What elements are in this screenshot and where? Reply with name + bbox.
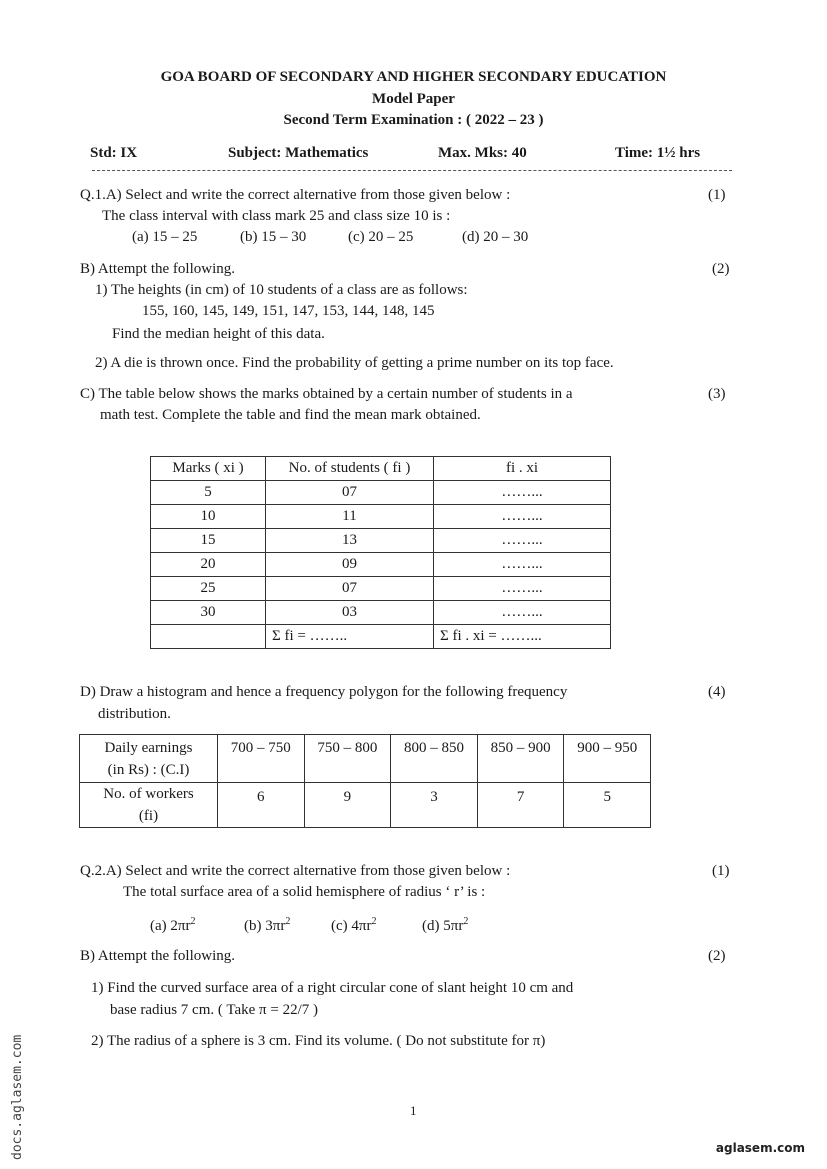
table-cell: 07 <box>266 577 434 601</box>
exam-title: Second Term Examination : ( 2022 – 23 ) <box>283 112 544 128</box>
table-row <box>151 529 611 553</box>
q1a-option-d: (d) 20 – 30 <box>462 229 529 245</box>
std-label: Std: IX <box>90 145 138 161</box>
marks-table-header <box>151 457 611 481</box>
q1c-marks: (3) <box>708 386 726 402</box>
q1b1-data: 155, 160, 145, 149, 151, 147, 153, 144, 148, 145 <box>142 303 435 319</box>
q2a-option-b: (b) $3\pi r^2$ <box>244 916 291 934</box>
sum-fixi-cell: Σ fi . xi = ……... <box>434 625 611 649</box>
freq-cell: 3 <box>391 783 478 828</box>
ci-cell: 700 – 750 <box>218 735 305 783</box>
q1c-question-line2: math test. Complete the table and find the mean mark obtained. <box>100 407 481 423</box>
q2a-option-a: (a) $2\pi r^2$ <box>150 916 196 934</box>
row-header-earnings <box>80 735 218 783</box>
header-cell: Marks ( xi ) <box>151 457 266 481</box>
table-cell: ……... <box>434 601 611 625</box>
q1b-marks: (2) <box>712 261 730 277</box>
marks-table <box>150 456 611 649</box>
table-row <box>151 505 611 529</box>
option-text: (a) 2πr <box>150 918 191 934</box>
table-cell: 03 <box>266 601 434 625</box>
time-label: Time: 1½ hrs <box>615 145 701 161</box>
q1a-option-c: (c) 20 – 25 <box>348 229 414 245</box>
frequency-table <box>79 734 651 828</box>
header-divider <box>92 170 732 171</box>
ci-cell: 750 – 800 <box>304 735 391 783</box>
table-cell: 07 <box>266 481 434 505</box>
option-text: (b) 3πr <box>244 918 286 934</box>
table-cell: 30 <box>151 601 266 625</box>
table-cell: 15 <box>151 529 266 553</box>
sum-fi-cell: Σ fi = …….. <box>266 625 434 649</box>
ci-cell: 900 – 950 <box>564 735 651 783</box>
freq-cell: 9 <box>304 783 391 828</box>
q1a-option-b: (b) 15 – 30 <box>240 229 307 245</box>
table-cell: ……... <box>434 529 611 553</box>
header-cell: No. of students ( fi ) <box>266 457 434 481</box>
ci-cell: 850 – 900 <box>477 735 564 783</box>
ci-cell: 800 – 850 <box>391 735 478 783</box>
table-cell: ……... <box>434 481 611 505</box>
row-header-line: (fi) <box>138 808 159 824</box>
q2b1-line2: base radius 7 cm. ( Take π = 22/7 ) <box>110 1002 318 1018</box>
side-site-label: docs.aglasem.com <box>10 1034 25 1160</box>
row-header-line: Daily earnings <box>104 739 193 756</box>
option-text: (c) 4πr <box>331 918 372 934</box>
table-cell: ……... <box>434 553 611 577</box>
q2a-line: The total surface area of a solid hemisphere of radius ‘ r’ is : <box>123 884 486 900</box>
q2b2-text: 2) The radius of a sphere is 3 cm. Find its volume. ( Do not substitute for π) <box>91 1033 546 1049</box>
max-marks-label: Max. Mks: 40 <box>438 145 527 161</box>
table-cell: 11 <box>266 505 434 529</box>
q2b1-line1: 1) Find the curved surface area of a right circular cone of slant height 10 cm and <box>91 980 574 996</box>
q1a-line: The class interval with class mark 25 and class size 10 is : <box>102 208 451 224</box>
table-row <box>151 481 611 505</box>
table-cell: 13 <box>266 529 434 553</box>
row-header-workers <box>80 783 218 828</box>
header-cell: fi . xi <box>434 457 611 481</box>
q1d-question-line2: distribution. <box>98 706 171 722</box>
q2a-option-c: (c) $4\pi r^2$ <box>331 916 377 934</box>
q1b1-ask: Find the median height of this data. <box>112 326 325 342</box>
freq-cell: 7 <box>477 783 564 828</box>
table-cell <box>151 625 266 649</box>
table-row <box>151 601 611 625</box>
q2b-marks: (2) <box>708 948 726 964</box>
table-cell: 5 <box>151 481 266 505</box>
paper-title: Model Paper <box>372 91 455 107</box>
q1c-question-line1: C) The table below shows the marks obtained by a certain number of students in a <box>80 386 573 402</box>
table-cell: 09 <box>266 553 434 577</box>
q2a-option-d: (d) $5\pi r^2$ <box>422 916 469 934</box>
q2a-marks: (1) <box>712 863 730 879</box>
table-cell: ……... <box>434 577 611 601</box>
class-interval-row <box>80 735 651 783</box>
q1b2-text: 2) A die is thrown once. Find the probability of getting a prime number on its top face. <box>95 355 614 371</box>
frequency-row <box>80 783 651 828</box>
q2a-question: Q.2.A) Select and write the correct alternative from those given below : <box>80 863 511 879</box>
table-total-row <box>151 625 611 649</box>
table-cell: 10 <box>151 505 266 529</box>
board-title: GOA BOARD OF SECONDARY AND HIGHER SECONDARY EDUCATION <box>160 69 667 85</box>
table-row <box>151 553 611 577</box>
page-number: 1 <box>410 1103 417 1118</box>
q1a-question: Q.1.A) Select and write the correct alternative from those given below : <box>80 187 511 203</box>
table-cell: 25 <box>151 577 266 601</box>
subject-label: Subject: Mathematics <box>228 145 369 161</box>
q1b1-text: 1) The heights (in cm) of 10 students of a class are as follows: <box>95 282 468 298</box>
watermark: aglasem.com <box>715 1141 805 1155</box>
freq-cell: 6 <box>218 783 305 828</box>
q1a-option-a: (a) 15 – 25 <box>132 229 198 245</box>
row-header-line: (in Rs) : (C.I) <box>107 761 190 778</box>
q1b-question: B) Attempt the following. <box>80 261 235 277</box>
q2b-question: B) Attempt the following. <box>80 948 235 964</box>
table-cell: 20 <box>151 553 266 577</box>
freq-cell: 5 <box>564 783 651 828</box>
option-text: (d) 5πr <box>422 918 464 934</box>
q1a-marks: (1) <box>708 187 726 203</box>
row-header-line: No. of workers <box>103 786 194 802</box>
table-row <box>151 577 611 601</box>
q1d-marks: (4) <box>708 684 726 700</box>
q1d-question-line1: D) Draw a histogram and hence a frequency polygon for the following frequency <box>80 684 568 700</box>
table-cell: ……... <box>434 505 611 529</box>
